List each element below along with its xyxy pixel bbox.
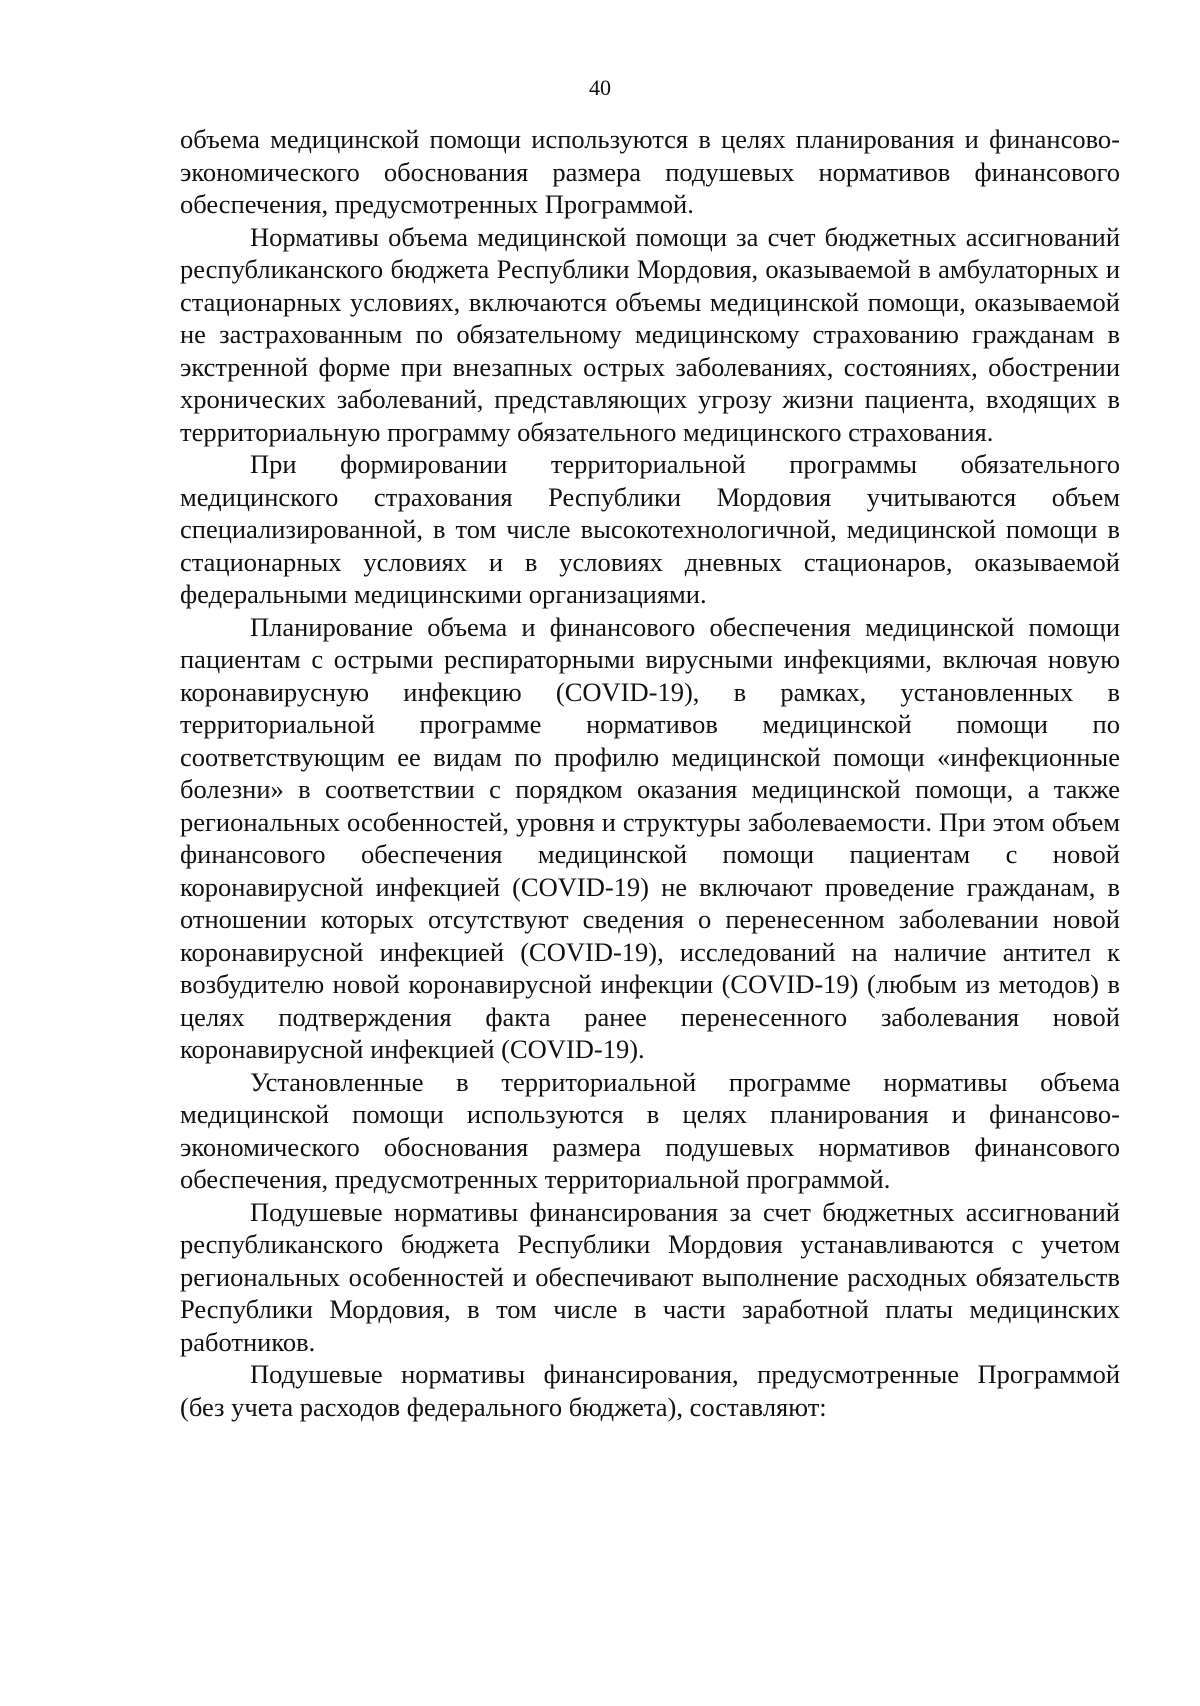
paragraph-established-norms: Установленные в территориальной программе нормативы объема медицинской помощи используются в целях планирования и финансово-экономического обоснования размера подушевых нормативов финансового обеспечения, предусмотренных территориальной программой. [180,1066,1120,1194]
document-body [180,123,1120,1423]
paragraph-territorial-program: При формировании территориальной программы обязательного медицинского страхования Республики Мордовия учитываются объем специализированной, в том числе высокотехнологичной, медицинской помощи в стационарных условиях и в условиях дневных стационаров, оказываемой федеральными медицинскими организациями. [180,449,1120,609]
paragraph-volume-norms: Нормативы объема медицинской помощи за счет бюджетных ассигнований республиканского бюджета Республики Мордовия, оказываемой в амбулаторных и стационарных условиях, включаются объемы медицинской помощи, оказываемой не застрахованным по обязательному медицинскому страхованию гражданам в экстренной форме при внезапных острых заболеваниях, состояниях, обострении хронических заболеваний, представляющих угрозу жизни пациента, входящих в территориальную программу обязательного медицинского страхования. [180,221,1120,447]
paragraph-per-capita-norms: Подушевые нормативы финансирования за счет бюджетных ассигнований республиканского бюджета Республики Мордовия устанавливаются с учетом региональных особенностей и обеспечивают выполнение расходных обязательств Республики Мордовия, в том числе в части заработной платы медицинских работников. [180,1196,1120,1357]
paragraph-covid-planning: Планирование объема и финансового обеспечения медицинской помощи пациентам с острыми респираторными вирусными инфекциями, включая новую коронавирусную инфекцию (COVID-19), в рамках, установленных в территориальной программе нормативов медицинской помощи по соответствующим ее видам по профилю медицинской помощи «инфекционные болезни» в соответствии с порядком оказания медицинской помощи, а также региональных особенностей, уровня и структуры заболеваемости. При этом объем финансового обеспечения медицинской помощи пациентам с новой коронавирусной инфекцией (COVID-19) не включают проведение гражданам, в отношении которых отсутствуют сведения о перенесенном заболевании новой коронавирусной инфекцией (COVID-19), исследований на наличие антител к возбудителю новой коронавирусной инфекции (COVID-19) (любым из методов) в целях подтверждения факта ранее перенесенного заболевания новой коронавирусной инфекцией (COVID-19). [180,611,1120,1064]
page-number: 40 [589,75,611,100]
paragraph-continuation: объема медицинской помощи используются в целях планирования и финансово-экономического обоснования размера подушевых нормативов финансового обеспечения, предусмотренных Программой. [180,124,1120,219]
paragraph-per-capita-amounts: Подушевые нормативы финансирования, предусмотренные Программой (без учета расходов федерального бюджета), составляют: [180,1359,1120,1422]
